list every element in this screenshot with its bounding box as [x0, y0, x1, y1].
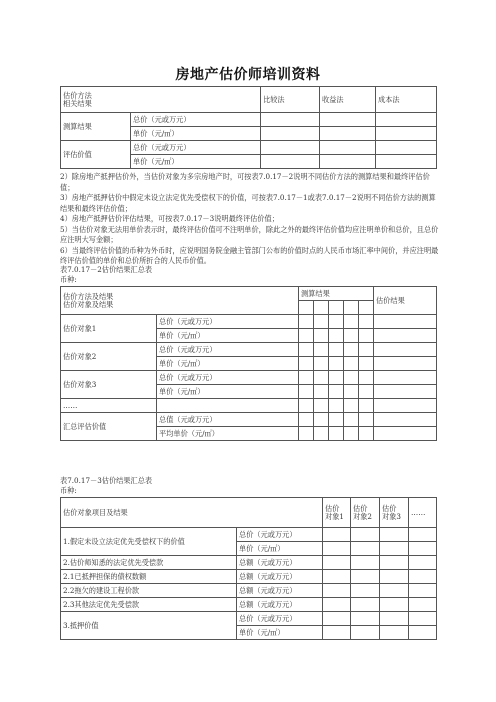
table2-caption: 表7.0.17－2估价结果汇总表: [60, 265, 153, 274]
table3-row3-unit: 单价（元/㎡）: [237, 626, 323, 640]
table3-row21: 2.1已抵押担保的债权数额: [61, 570, 237, 584]
table3-row3: 3.抵押价值: [61, 612, 237, 640]
table3-obj3-bottom: 对象3: [382, 511, 401, 521]
table1-header-bottom: 相关结果: [63, 98, 92, 108]
table2-summary: 汇总评估价值: [61, 413, 157, 441]
mortgage-summary-table: [60, 497, 437, 640]
table2-obj3: 估价对象3: [61, 371, 157, 399]
page-title: 房地产估价师培训资料: [175, 67, 321, 83]
table1-col-comparison: 比较法: [261, 87, 320, 113]
table1-row-measure: 测算结果: [61, 113, 131, 141]
paragraph-5: 5）当估价对象无法用单价表示时，最终评估价值可不注明单价，除此之外的最终评估价值均应注明单价和总价，且总价应注明大写金额；: [60, 224, 439, 244]
table2-obj3-unit: 单价（元/㎡）: [157, 385, 299, 399]
paragraph-6: 6）当最终评估价值的币种为外币时，应说明国务院金融主管部门公布的价值时点的人民币市场汇率中间价，并应注明最终评估价值的单价和总价所折合的人民币价值。: [60, 245, 439, 265]
table1-unit-price: 单价（元/㎡）: [131, 127, 261, 141]
table2-obj3-total: 总价（元或万元）: [157, 371, 299, 385]
table3-row1-unit: 单价（元/㎡）: [237, 542, 323, 556]
table2-currency: 币种:: [60, 275, 77, 284]
table3-col-ellipsis: ……: [409, 498, 437, 528]
table3-row23-total: 总额（元或万元）: [237, 598, 323, 612]
table2-ellipsis: ……: [61, 399, 157, 413]
table2-col-measure: 测算结果: [299, 287, 374, 301]
table3-col-obj3: [380, 498, 409, 528]
table2-header-top: 估价方法及结果: [63, 291, 114, 301]
table2-obj1-total: 总价（元或万元）: [157, 315, 299, 329]
table1-col-cost: 成本法: [376, 87, 437, 113]
table1-header-cell: [61, 87, 261, 113]
table3-obj1-top: 估价: [325, 503, 340, 513]
table3-row2-total: 总额（元或万元）: [237, 556, 323, 570]
table2-col-result: 估价结果: [374, 287, 437, 315]
table3-row22-total: 总额（元或万元）: [237, 584, 323, 598]
table3-obj3-top: 估价: [382, 503, 397, 513]
table1-col-income: 收益法: [320, 87, 376, 113]
table3-obj2-top: 估价: [353, 503, 368, 513]
table2-summary-avg: 平均单价（元/㎡）: [157, 427, 299, 441]
paragraph-3: 3）房地产抵押估价中假定未设立法定优先受偿权下的价值，可按表7.0.17－1或表7.0.17－2说明不同估价方法的测算结果和最终评估价值；: [60, 193, 436, 213]
table2-obj2-unit: 单价（元/㎡）: [157, 357, 299, 371]
table3-obj2-bottom: 对象2: [353, 511, 372, 521]
table3-obj1-bottom: 对象1: [325, 511, 344, 521]
table2-obj2: 估价对象2: [61, 343, 157, 371]
table3-col-obj2: [351, 498, 380, 528]
table1-unit-price-2: 单价（元/㎡）: [131, 155, 261, 169]
table2-summary-total: 总值（元或万元）: [157, 413, 299, 427]
method-result-table: [60, 86, 437, 169]
table2-header-bottom: 估价对象及结果: [63, 299, 114, 309]
paragraph-4: 4）房地产抵押估价评估结果，可按表7.0.17－3说明最终评估价值；: [60, 214, 279, 223]
table2-header-cell: [61, 287, 299, 315]
table2-obj1-unit: 单价（元/㎡）: [157, 329, 299, 343]
table3-row1-total: 总价（元或万元）: [237, 528, 323, 542]
table1-header-top: 估价方法: [63, 90, 92, 100]
valuation-summary-table: [60, 286, 437, 441]
table2-obj1: 估价对象1: [61, 315, 157, 343]
table3-caption: 表7.0.17－3估价结果汇总表: [60, 476, 153, 485]
table3-row2: 2.估价师知悉的法定优先受偿款: [61, 556, 237, 570]
table3-row23: 2.3其他法定优先受偿款: [61, 598, 237, 612]
table3-row22: 2.2拖欠的建设工程价款: [61, 584, 237, 598]
table3-row3-total: 总价（元或万元）: [237, 612, 323, 626]
table1-total-price: 总价（元或万元）: [131, 113, 261, 127]
table1-row-value: 评估价值: [61, 141, 131, 169]
table3-currency: 币种:: [60, 486, 77, 495]
table3-row1: 1.假定未设立法定优先受偿权下的价值: [61, 528, 237, 556]
table3-row21-total: 总额（元或万元）: [237, 570, 323, 584]
paragraph-2: 2）除房地产抵押估价外，当估价对象为多宗房地产时，可按表7.0.17－2说明不同估价方法的测算结果和最终评估价值；: [60, 172, 430, 192]
paragraph-block: [60, 172, 442, 267]
table1-total-price-2: 总价（元或万元）: [131, 141, 261, 155]
table3-col-obj1: [323, 498, 351, 528]
table3-header: 估价对象项目及结果: [61, 498, 323, 528]
table2-obj2-total: 总价（元或万元）: [157, 343, 299, 357]
